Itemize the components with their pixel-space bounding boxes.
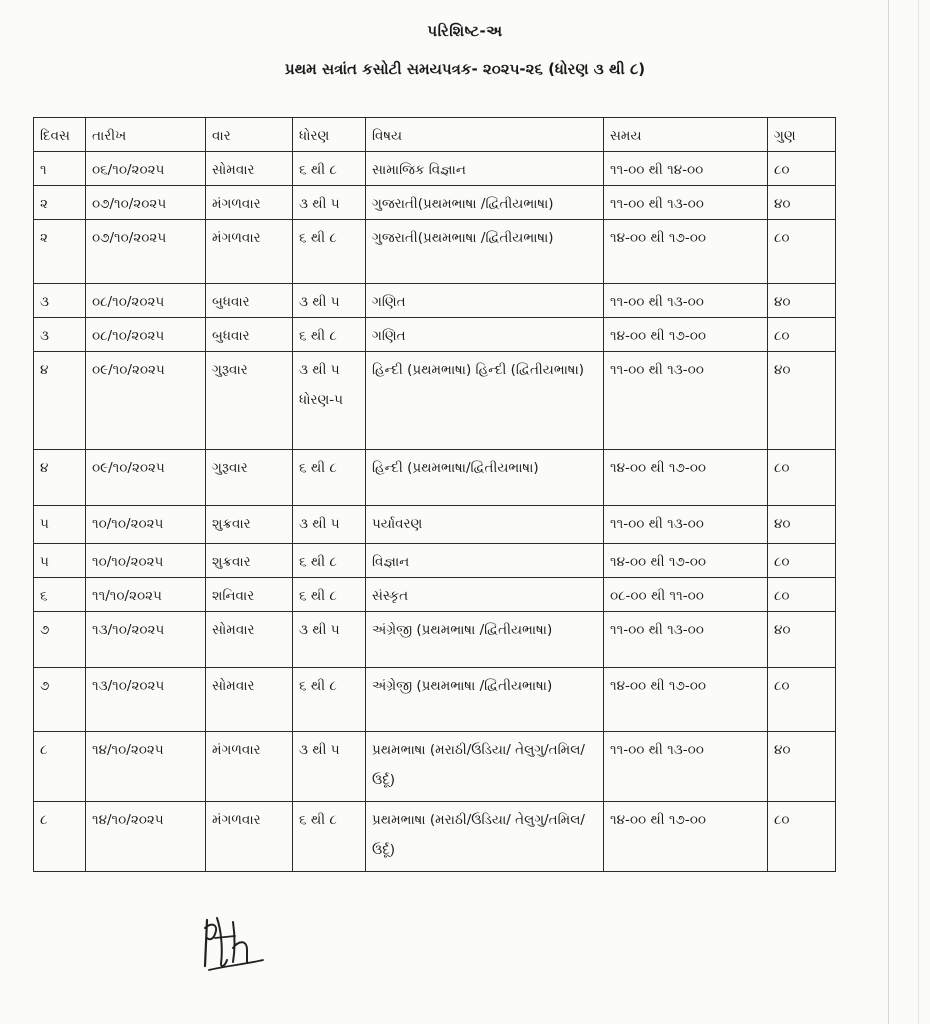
- cell-time: ૦૮-૦૦ થી ૧૧-૦૦: [604, 578, 768, 612]
- cell-day: ૭: [34, 612, 86, 668]
- cell-weekday: સોમવાર: [206, 152, 293, 186]
- cell-date: ૧૩/૧૦/૨૦૨૫: [86, 612, 206, 668]
- cell-marks: ૪૦: [768, 732, 836, 802]
- cell-marks: ૮૦: [768, 220, 836, 284]
- cell-weekday: બુધવાર: [206, 318, 293, 352]
- cell-date: ૦૭/૧૦/૨૦૨૫: [86, 186, 206, 220]
- header-weekday: વાર: [206, 118, 293, 152]
- cell-standard: ૩ થી ૫ ધોરણ-૫: [293, 352, 366, 450]
- cell-standard: ૬ થી ૮: [293, 318, 366, 352]
- cell-weekday: મંગળવાર: [206, 802, 293, 872]
- cell-marks: ૪૦: [768, 284, 836, 318]
- header-date: તારીખ: [86, 118, 206, 152]
- cell-subject: ગુજરાતી(પ્રથમભાષા /દ્વિતીયભાષા): [366, 186, 604, 220]
- cell-marks: ૪૦: [768, 186, 836, 220]
- cell-subject: સામાજિક વિજ્ઞાન: [366, 152, 604, 186]
- cell-marks: ૮૦: [768, 544, 836, 578]
- cell-date: ૦૮/૧૦/૨૦૨૫: [86, 318, 206, 352]
- cell-standard: ૩ થી ૫: [293, 612, 366, 668]
- cell-time: ૧૧-૦૦ થી ૧૩-૦૦: [604, 284, 768, 318]
- table-row: [34, 318, 836, 352]
- header-marks: ગુણ: [768, 118, 836, 152]
- table-row: [34, 220, 836, 284]
- cell-date: ૧૪/૧૦/૨૦૨૫: [86, 732, 206, 802]
- header-subject: વિષય: [366, 118, 604, 152]
- header-standard: ધોરણ: [293, 118, 366, 152]
- cell-weekday: મંગળવાર: [206, 220, 293, 284]
- cell-date: ૦૮/૧૦/૨૦૨૫: [86, 284, 206, 318]
- cell-subject: અંગ્રેજી (પ્રથમભાષા /દ્વિતીયભાષા): [366, 668, 604, 732]
- page-edge-line: [888, 0, 889, 1024]
- cell-day: ૩: [34, 318, 86, 352]
- signature-image: [195, 908, 275, 978]
- cell-date: ૧૩/૧૦/૨૦૨૫: [86, 668, 206, 732]
- cell-subject: પ્રથમભાષા (મરાઠી/ઉડિયા/ તેલુગુ/તમિલ/ઉર્દૂ): [366, 802, 604, 872]
- cell-time: ૧૪-૦૦ થી ૧૭-૦૦: [604, 544, 768, 578]
- cell-standard: ૬ થી ૮: [293, 802, 366, 872]
- cell-standard: ૬ થી ૮: [293, 152, 366, 186]
- cell-subject: અંગ્રેજી (પ્રથમભાષા /દ્વિતીયભાષા): [366, 612, 604, 668]
- cell-marks: ૮૦: [768, 578, 836, 612]
- cell-subject: હિન્દી (પ્રથમભાષા) હિન્દી (દ્વિતીયભાષા): [366, 352, 604, 450]
- cell-date: ૦૭/૧૦/૨૦૨૫: [86, 220, 206, 284]
- cell-standard: ૩ થી ૫: [293, 732, 366, 802]
- cell-time: ૧૪-૦૦ થી ૧૭-૦૦: [604, 450, 768, 506]
- cell-subject: ગુજરાતી(પ્રથમભાષા /દ્વિતીયભાષા): [366, 220, 604, 284]
- cell-date: ૧૦/૧૦/૨૦૨૫: [86, 506, 206, 544]
- cell-time: ૧૪-૦૦ થી ૧૭-૦૦: [604, 220, 768, 284]
- cell-day: ૪: [34, 450, 86, 506]
- cell-marks: ૪૦: [768, 352, 836, 450]
- cell-day: ૫: [34, 544, 86, 578]
- cell-date: ૦૬/૧૦/૨૦૨૫: [86, 152, 206, 186]
- cell-date: ૧૧/૧૦/૨૦૨૫: [86, 578, 206, 612]
- cell-marks: ૮૦: [768, 318, 836, 352]
- cell-date: ૦૯/૧૦/૨૦૨૫: [86, 352, 206, 450]
- cell-weekday: શુક્રવાર: [206, 506, 293, 544]
- cell-marks: ૪૦: [768, 506, 836, 544]
- cell-subject: હિન્દી (પ્રથમભાષા/દ્વિતીયભાષા): [366, 450, 604, 506]
- cell-weekday: શનિવાર: [206, 578, 293, 612]
- cell-standard: ૬ થી ૮: [293, 544, 366, 578]
- table-row: [34, 152, 836, 186]
- table-row: [34, 450, 836, 506]
- table-row: [34, 284, 836, 318]
- header-time: સમય: [604, 118, 768, 152]
- cell-weekday: ગુરૂવાર: [206, 450, 293, 506]
- exam-schedule-table: [33, 117, 836, 872]
- cell-standard: ૬ થી ૮: [293, 578, 366, 612]
- cell-day: ૮: [34, 732, 86, 802]
- cell-date: ૦૯/૧૦/૨૦૨૫: [86, 450, 206, 506]
- table-row: [34, 578, 836, 612]
- cell-weekday: મંગળવાર: [206, 732, 293, 802]
- table-row: [34, 732, 836, 802]
- cell-day: ૬: [34, 578, 86, 612]
- table-row: [34, 506, 836, 544]
- cell-weekday: મંગળવાર: [206, 186, 293, 220]
- cell-weekday: સોમવાર: [206, 612, 293, 668]
- page-edge-line: [918, 0, 919, 1024]
- cell-marks: ૮૦: [768, 802, 836, 872]
- cell-day: ૮: [34, 802, 86, 872]
- cell-weekday: સોમવાર: [206, 668, 293, 732]
- cell-subject: ગણિત: [366, 318, 604, 352]
- cell-subject: સંસ્કૃત: [366, 578, 604, 612]
- cell-day: ૫: [34, 506, 86, 544]
- page-subheading: પ્રથમ સત્રાંત કસોટી સમયપત્રક- ૨૦૨૫-૨૬ (ધોરણ ૩ થી ૮): [284, 60, 646, 78]
- cell-date: ૧૪/૧૦/૨૦૨૫: [86, 802, 206, 872]
- table-header-row: [34, 118, 836, 152]
- cell-time: ૧૧-૦૦ થી ૧૩-૦૦: [604, 352, 768, 450]
- cell-marks: ૮૦: [768, 152, 836, 186]
- cell-date: ૧૦/૧૦/૨૦૨૫: [86, 544, 206, 578]
- page-heading: પરિશિષ્ટ-અ: [427, 22, 503, 40]
- table-row: [34, 668, 836, 732]
- cell-time: ૧૪-૦૦ થી ૧૭-૦૦: [604, 668, 768, 732]
- cell-marks: ૪૦: [768, 612, 836, 668]
- cell-day: ૨: [34, 186, 86, 220]
- cell-day: ૨: [34, 220, 86, 284]
- table-row: [34, 186, 836, 220]
- table-row: [34, 802, 836, 872]
- cell-standard: ૬ થી ૮: [293, 220, 366, 284]
- cell-day: ૪: [34, 352, 86, 450]
- cell-weekday: શુક્રવાર: [206, 544, 293, 578]
- cell-day: ૭: [34, 668, 86, 732]
- cell-time: ૧૪-૦૦ થી ૧૭-૦૦: [604, 802, 768, 872]
- cell-standard: ૬ થી ૮: [293, 450, 366, 506]
- cell-subject: વિજ્ઞાન: [366, 544, 604, 578]
- cell-time: ૧૧-૦૦ થી ૧૩-૦૦: [604, 506, 768, 544]
- cell-day: ૧: [34, 152, 86, 186]
- cell-day: ૩: [34, 284, 86, 318]
- cell-subject: ગણિત: [366, 284, 604, 318]
- cell-subject: પ્રથમભાષા (મરાઠી/ઉડિયા/ તેલુગુ/તમિલ/ઉર્દૂ): [366, 732, 604, 802]
- cell-standard: ૩ થી ૫: [293, 506, 366, 544]
- cell-time: ૧૧-૦૦ થી ૧૩-૦૦: [604, 612, 768, 668]
- table-row: [34, 544, 836, 578]
- header-day: દિવસ: [34, 118, 86, 152]
- cell-time: ૧૧-૦૦ થી ૧૪-૦૦: [604, 152, 768, 186]
- cell-standard: ૬ થી ૮: [293, 668, 366, 732]
- cell-time: ૧૧-૦૦ થી ૧૩-૦૦: [604, 732, 768, 802]
- cell-subject: પર્યાવરણ: [366, 506, 604, 544]
- cell-standard: ૩ થી ૫: [293, 186, 366, 220]
- cell-weekday: બુધવાર: [206, 284, 293, 318]
- table-row: [34, 612, 836, 668]
- cell-weekday: ગુરૂવાર: [206, 352, 293, 450]
- cell-standard: ૩ થી ૫: [293, 284, 366, 318]
- table-row: [34, 352, 836, 450]
- cell-time: ૧૪-૦૦ થી ૧૭-૦૦: [604, 318, 768, 352]
- cell-marks: ૮૦: [768, 668, 836, 732]
- cell-time: ૧૧-૦૦ થી ૧૩-૦૦: [604, 186, 768, 220]
- cell-marks: ૮૦: [768, 450, 836, 506]
